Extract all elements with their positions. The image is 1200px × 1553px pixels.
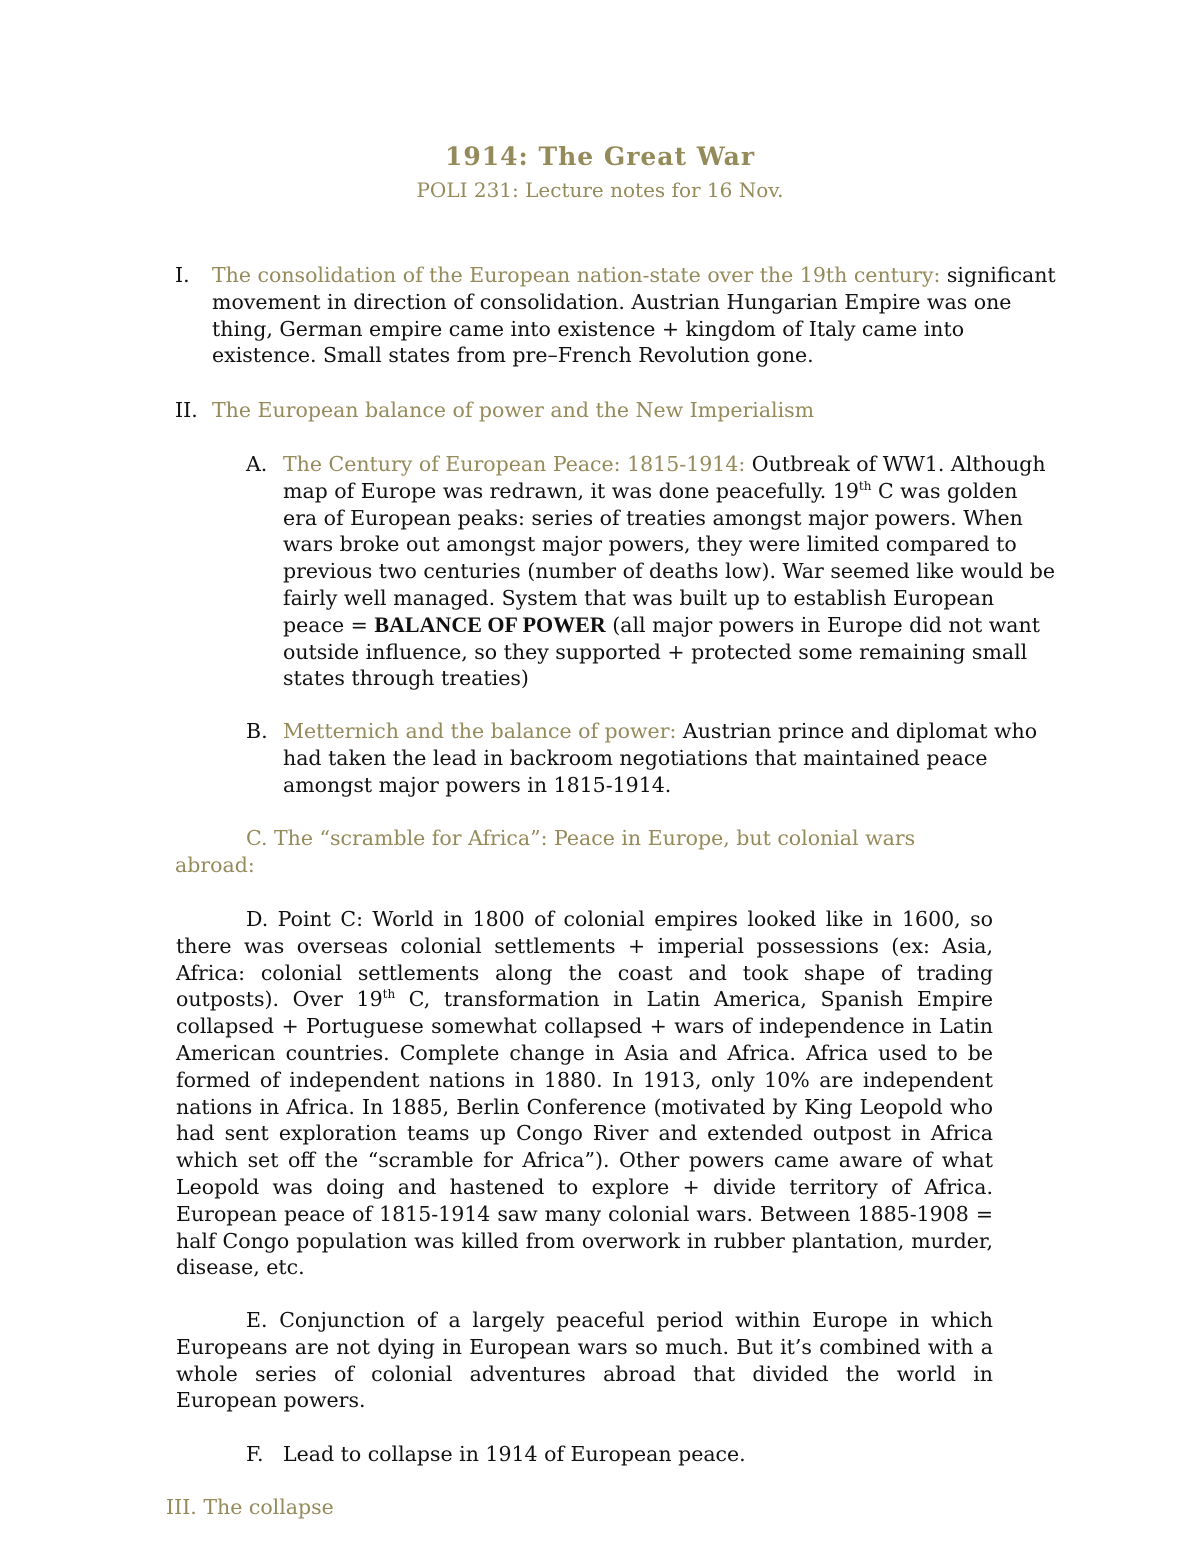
item-a-bold-term: BALANCE OF POWER xyxy=(374,611,606,637)
item-a-number: A. xyxy=(246,452,268,476)
item-d-text-2: C, transformation in Latin America, Spanish Empire collapsed + Portuguese somewhat collapsed + wars of independence in Latin American countries. Complete change in Asia and Africa. Africa used to be formed of independent nations in 1880. In 1913, only 10% are independent nations in Africa. In 1885, Berlin Conference (motivated by King Leopold who had sent exploration teams up Congo River and extended outpost in Africa which set off the “scramble for Africa”). Other powers came aware of what Leopold was doing and hastened to explore + divide territory of Africa. European peace of 1815-1914 saw many colonial wars. Between 1885-1908 = half Congo population was killed from overwork in rubber plantation, murder, disease, etc. xyxy=(176,987,993,1280)
item-b-heading: Metternich and the balance of power: xyxy=(283,719,677,743)
item-d-paragraph xyxy=(176,906,993,1281)
section-1-number: I. xyxy=(175,263,190,287)
item-d-superscript: th xyxy=(382,987,396,1002)
item-a-body-3: (all major powers in Europe did not want outside influence, so they supported + protected some remaining small states through treaties) xyxy=(283,612,1040,691)
item-c-line-2: abroad: xyxy=(175,853,255,877)
item-a-body-1: Outbreak of WW1. Although map of Europe was redrawn, it was done peacefully. 19 xyxy=(283,452,1046,503)
item-a-superscript: th xyxy=(858,478,872,493)
item-a-heading: The Century of European Peace: 1815-1914: xyxy=(283,452,746,476)
section-3-heading: III. The collapse xyxy=(166,1495,334,1519)
item-c-line-1: C. The “scramble for Africa”: Peace in Europe, but colonial wars xyxy=(246,826,916,850)
item-b-paragraph xyxy=(283,718,1058,798)
section-1-heading: The consolidation of the European nation-state over the 19th century: xyxy=(212,263,941,287)
item-b-number: B. xyxy=(246,719,268,743)
item-d-text-1: D. Point C: World in 1800 of colonial empires looked like in 1600, so there was overseas colonial settlements + imperial possessions (ex: Asia, Africa: colonial settlements along the coast and took shape of trading outposts). Over 19 xyxy=(176,907,993,1012)
document-subtitle: POLI 231: Lecture notes for 16 Nov. xyxy=(416,178,784,202)
item-b-body: Austrian prince and diplomat who had taken the lead in backroom negotiations that maintained peace amongst major powers in 1815-1914. xyxy=(283,719,1038,797)
section-2-heading: The European balance of power and the New Imperialism xyxy=(212,398,815,422)
section-1-paragraph xyxy=(212,262,1062,369)
section-1-body: significant movement in direction of consolidation. Austrian Hungarian Empire was one thing, German empire came into existence + kingdom of Italy came into existence. Small states from pre–French Revolution gone. xyxy=(212,263,1056,368)
item-a-body-2: C was golden era of European peaks: series of treaties amongst major powers. When wars broke out amongst major powers, they were limited compared to previous two centuries (number of deaths low). War seemed like would be fairly well managed. System that was built up to establish European peace = xyxy=(283,478,1056,637)
item-a-paragraph xyxy=(283,451,1058,692)
item-f-number: F. xyxy=(246,1442,264,1466)
document-title: 1914: The Great War xyxy=(444,142,756,171)
item-f-text: Lead to collapse in 1914 of European peace. xyxy=(283,1442,746,1466)
item-e-paragraph: E. Conjunction of a largely peaceful period within Europe in which Europeans are not dying in European wars so much. But it’s combined with a whole series of colonial adventures abroad that divided the world in European powers. xyxy=(176,1308,993,1413)
section-2-number: II. xyxy=(175,398,198,422)
